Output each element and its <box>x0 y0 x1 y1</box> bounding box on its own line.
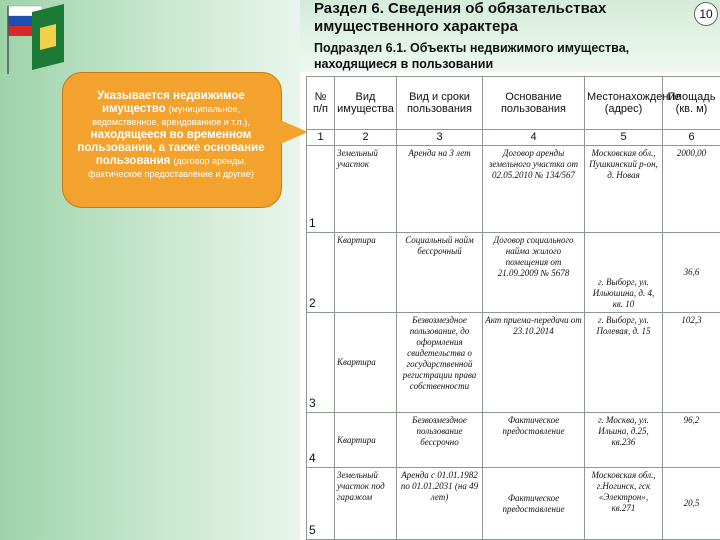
subsection-title: Подраздел 6.1. Объекты недвижимого имущества, находящиеся в пользовании <box>314 41 630 71</box>
usage-term: Социальный найм бессрочный <box>397 233 483 313</box>
header-cell: Основание пользования <box>483 77 585 130</box>
address: г. Выборг, ул. Полевая, д. 15 <box>585 313 663 413</box>
address: Московская обл., г.Ногинск, гск «Электрон», кв.271 <box>585 468 663 540</box>
callout-part4: (договор аренды, фактическое предоставление и другие) <box>88 156 254 179</box>
row-number: 4 <box>307 413 335 468</box>
row-number: 5 <box>307 468 335 540</box>
area: 36,6 <box>663 233 720 313</box>
row-number: 2 <box>307 233 335 313</box>
table-row <box>307 413 720 468</box>
callout-arrow-icon <box>280 120 308 144</box>
address: г. Выборг, ул. Ильюшина, д. 4, кв. 10 <box>585 233 663 313</box>
usage-term: Аренда на 3 лет <box>397 146 483 233</box>
usage-term: Аренда с 01.01.1982 по 01.01.2031 (на 49 лет) <box>397 468 483 540</box>
header-cell: Площадь (кв. м) <box>663 77 720 130</box>
property-type: Земельный участок под гаражом <box>335 468 397 540</box>
column-number-row <box>307 130 720 146</box>
property-type: Квартира <box>335 233 397 313</box>
header-cell: Вид и сроки пользования <box>397 77 483 130</box>
address: Московская обл., Пушкинский р-он, д. Новая <box>585 146 663 233</box>
table-row <box>307 233 720 313</box>
usage-basis: Договор аренды земельного участка от 02.05.2010 № 134/567 <box>483 146 585 233</box>
column-number: 3 <box>397 130 483 146</box>
property-type: Земельный участок <box>335 146 397 233</box>
usage-term: Безвозмездное пользование бессрочно <box>397 413 483 468</box>
table-header-row <box>307 77 720 130</box>
row-number: 1 <box>307 146 335 233</box>
callout-part1: Указывается недвижимое имущество <box>97 90 245 115</box>
flag-emblem-icon <box>6 2 66 74</box>
section-title: Раздел 6. Сведения об обязательствах имущественного характера <box>314 0 607 35</box>
usage-basis: Фактическое предоставление <box>483 468 585 540</box>
area: 20,5 <box>663 468 720 540</box>
address: г. Москва, ул. Ильина, д.25, кв.236 <box>585 413 663 468</box>
area: 96,2 <box>663 413 720 468</box>
row-number: 3 <box>307 313 335 413</box>
header-cell: Вид имущества <box>335 77 397 130</box>
header-cell: Местонахождение (адрес) <box>585 77 663 130</box>
usage-basis: Фактическое предоставление <box>483 413 585 468</box>
header-cell: № п/п <box>307 77 335 130</box>
column-number: 6 <box>663 130 720 146</box>
table-row <box>307 146 720 233</box>
area: 102,3 <box>663 313 720 413</box>
column-number: 4 <box>483 130 585 146</box>
callout-text <box>68 90 274 181</box>
usage-basis: Договор социального найма жилого помещения от 21.09.2009 № 5678 <box>483 233 585 313</box>
column-number: 1 <box>307 130 335 146</box>
table-row <box>307 313 720 413</box>
page-number-badge: 10 <box>694 2 718 26</box>
property-type: Квартира <box>335 413 397 468</box>
area: 2000,00 <box>663 146 720 233</box>
column-number: 2 <box>335 130 397 146</box>
usage-term: Безвозмездное пользование, до оформления свидетельства о государственной регистрации права собственности <box>397 313 483 413</box>
column-number: 5 <box>585 130 663 146</box>
property-table <box>306 76 720 540</box>
callout-part2: (муниципальное, ведомственное, арендованное и т.п.), <box>92 104 250 127</box>
usage-basis: Акт приема-передачи от 23.10.2014 <box>483 313 585 413</box>
property-type: Квартира <box>335 313 397 413</box>
callout-part3: находящееся во временном пользовании, а также основание пользования <box>77 129 265 167</box>
table-row <box>307 468 720 540</box>
